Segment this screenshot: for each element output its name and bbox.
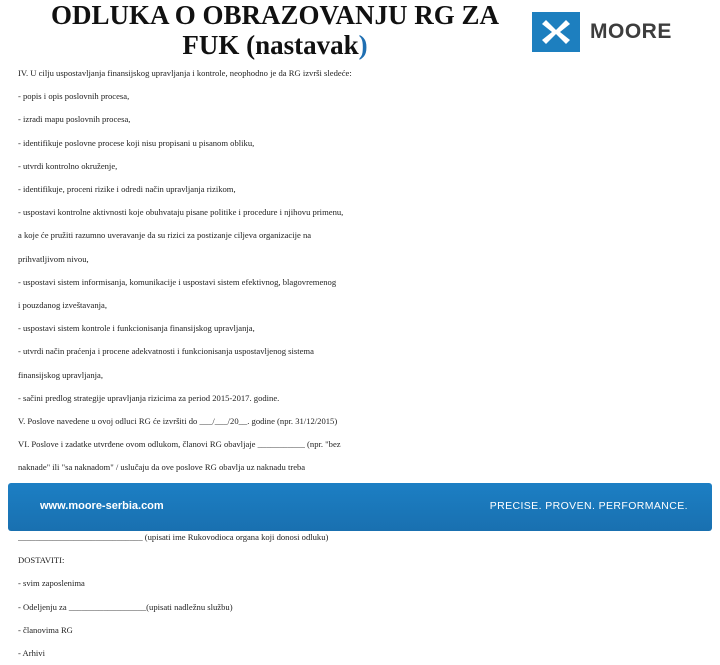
body-line: - uspostavi kontrolne aktivnosti koje obuhvataju pisane politike i procedure i njihovu primenu, bbox=[18, 207, 344, 218]
body-line: - Odeljenju za __________________(upisati nadležnu službu) bbox=[18, 601, 233, 612]
moore-logo-text: MOORE bbox=[590, 20, 672, 43]
footer-bar bbox=[8, 483, 712, 531]
body-line: - izradi mapu poslovnih procesa, bbox=[18, 114, 131, 125]
body-line: - utvrdi kontrolno okruženje, bbox=[18, 160, 118, 171]
body-line: i pouzdanog izveštavanja, bbox=[18, 300, 108, 311]
body-line: - Arhivi bbox=[18, 648, 45, 659]
body-line: V. Poslove navedene u ovoj odluci RG će izvršiti do ___/___/20__. godine (npr. 31/12/2015) bbox=[18, 416, 338, 427]
body-line: _____________________________ (upisati ime Rukovodioca organa koji donosi odluku) bbox=[18, 532, 329, 543]
body-line: - popis i opis poslovnih procesa, bbox=[18, 91, 130, 102]
body-line: prihvatljivom nivou, bbox=[18, 253, 89, 264]
slide-title-line-2-text: FUK (nastavak bbox=[182, 30, 359, 60]
body-line: - identifikuje, proceni rizike i odredi način upravljanja rizikom, bbox=[18, 184, 236, 195]
body-line: a koje će pružiti razumno uveravanje da su rizici za postizanje ciljeva organizacije na bbox=[18, 230, 312, 241]
decision-body-text bbox=[18, 62, 708, 665]
body-line: - uspostavi sistem informisanja, komunikacije i uspostavi sistem efektivnog, blagovremenog bbox=[18, 276, 337, 287]
slide-title-line-2 bbox=[20, 30, 530, 60]
body-line: - svim zaposlenima bbox=[18, 578, 85, 589]
slide-title bbox=[20, 0, 530, 60]
body-line: naknade" ili "sa naknadom" / uslučaju da ove poslove RG obavlja uz naknadu treba bbox=[18, 462, 306, 473]
footer-tagline: PRECISE. PROVEN. PERFORMANCE. bbox=[489, 500, 688, 512]
body-line: DOSTAVITI: bbox=[18, 555, 65, 566]
slide-title-paren: ) bbox=[358, 30, 368, 60]
footer-website-link[interactable]: www.moore-serbia.com bbox=[40, 500, 164, 512]
moore-logo bbox=[532, 12, 694, 52]
body-line: - uspostavi sistem kontrole i funkcionisanja finansijskog upravljanja, bbox=[18, 323, 255, 334]
body-line: VI. Poslove i zadatke utvrđene ovom odlukom, članovi RG obavljaje ___________ (npr. "bez bbox=[18, 439, 341, 450]
body-line: - identifikuje poslovne procese koji nisu propisani u pisanom obliku, bbox=[18, 137, 255, 148]
slide-title-line-1: ODLUKA O OBRAZOVANJU RG ZA bbox=[50, 0, 500, 30]
moore-x-mark-icon bbox=[532, 12, 580, 52]
body-line: - članovima RG bbox=[18, 624, 73, 635]
body-line: - sačini predlog strategije upravljanja rizicima za period 2015-2017. godine. bbox=[18, 392, 280, 403]
body-line: IV. U cilju uspostavljanja finansijskog upravljanja i kontrole, neophodno je da RG izvrši sledeće: bbox=[18, 68, 352, 78]
body-line: finansijskog upravljanja, bbox=[18, 369, 103, 380]
body-line: - utvrdi način praćenja i procene adekvatnosti i funkcionisanja uspostavljenog sistema bbox=[18, 346, 314, 357]
